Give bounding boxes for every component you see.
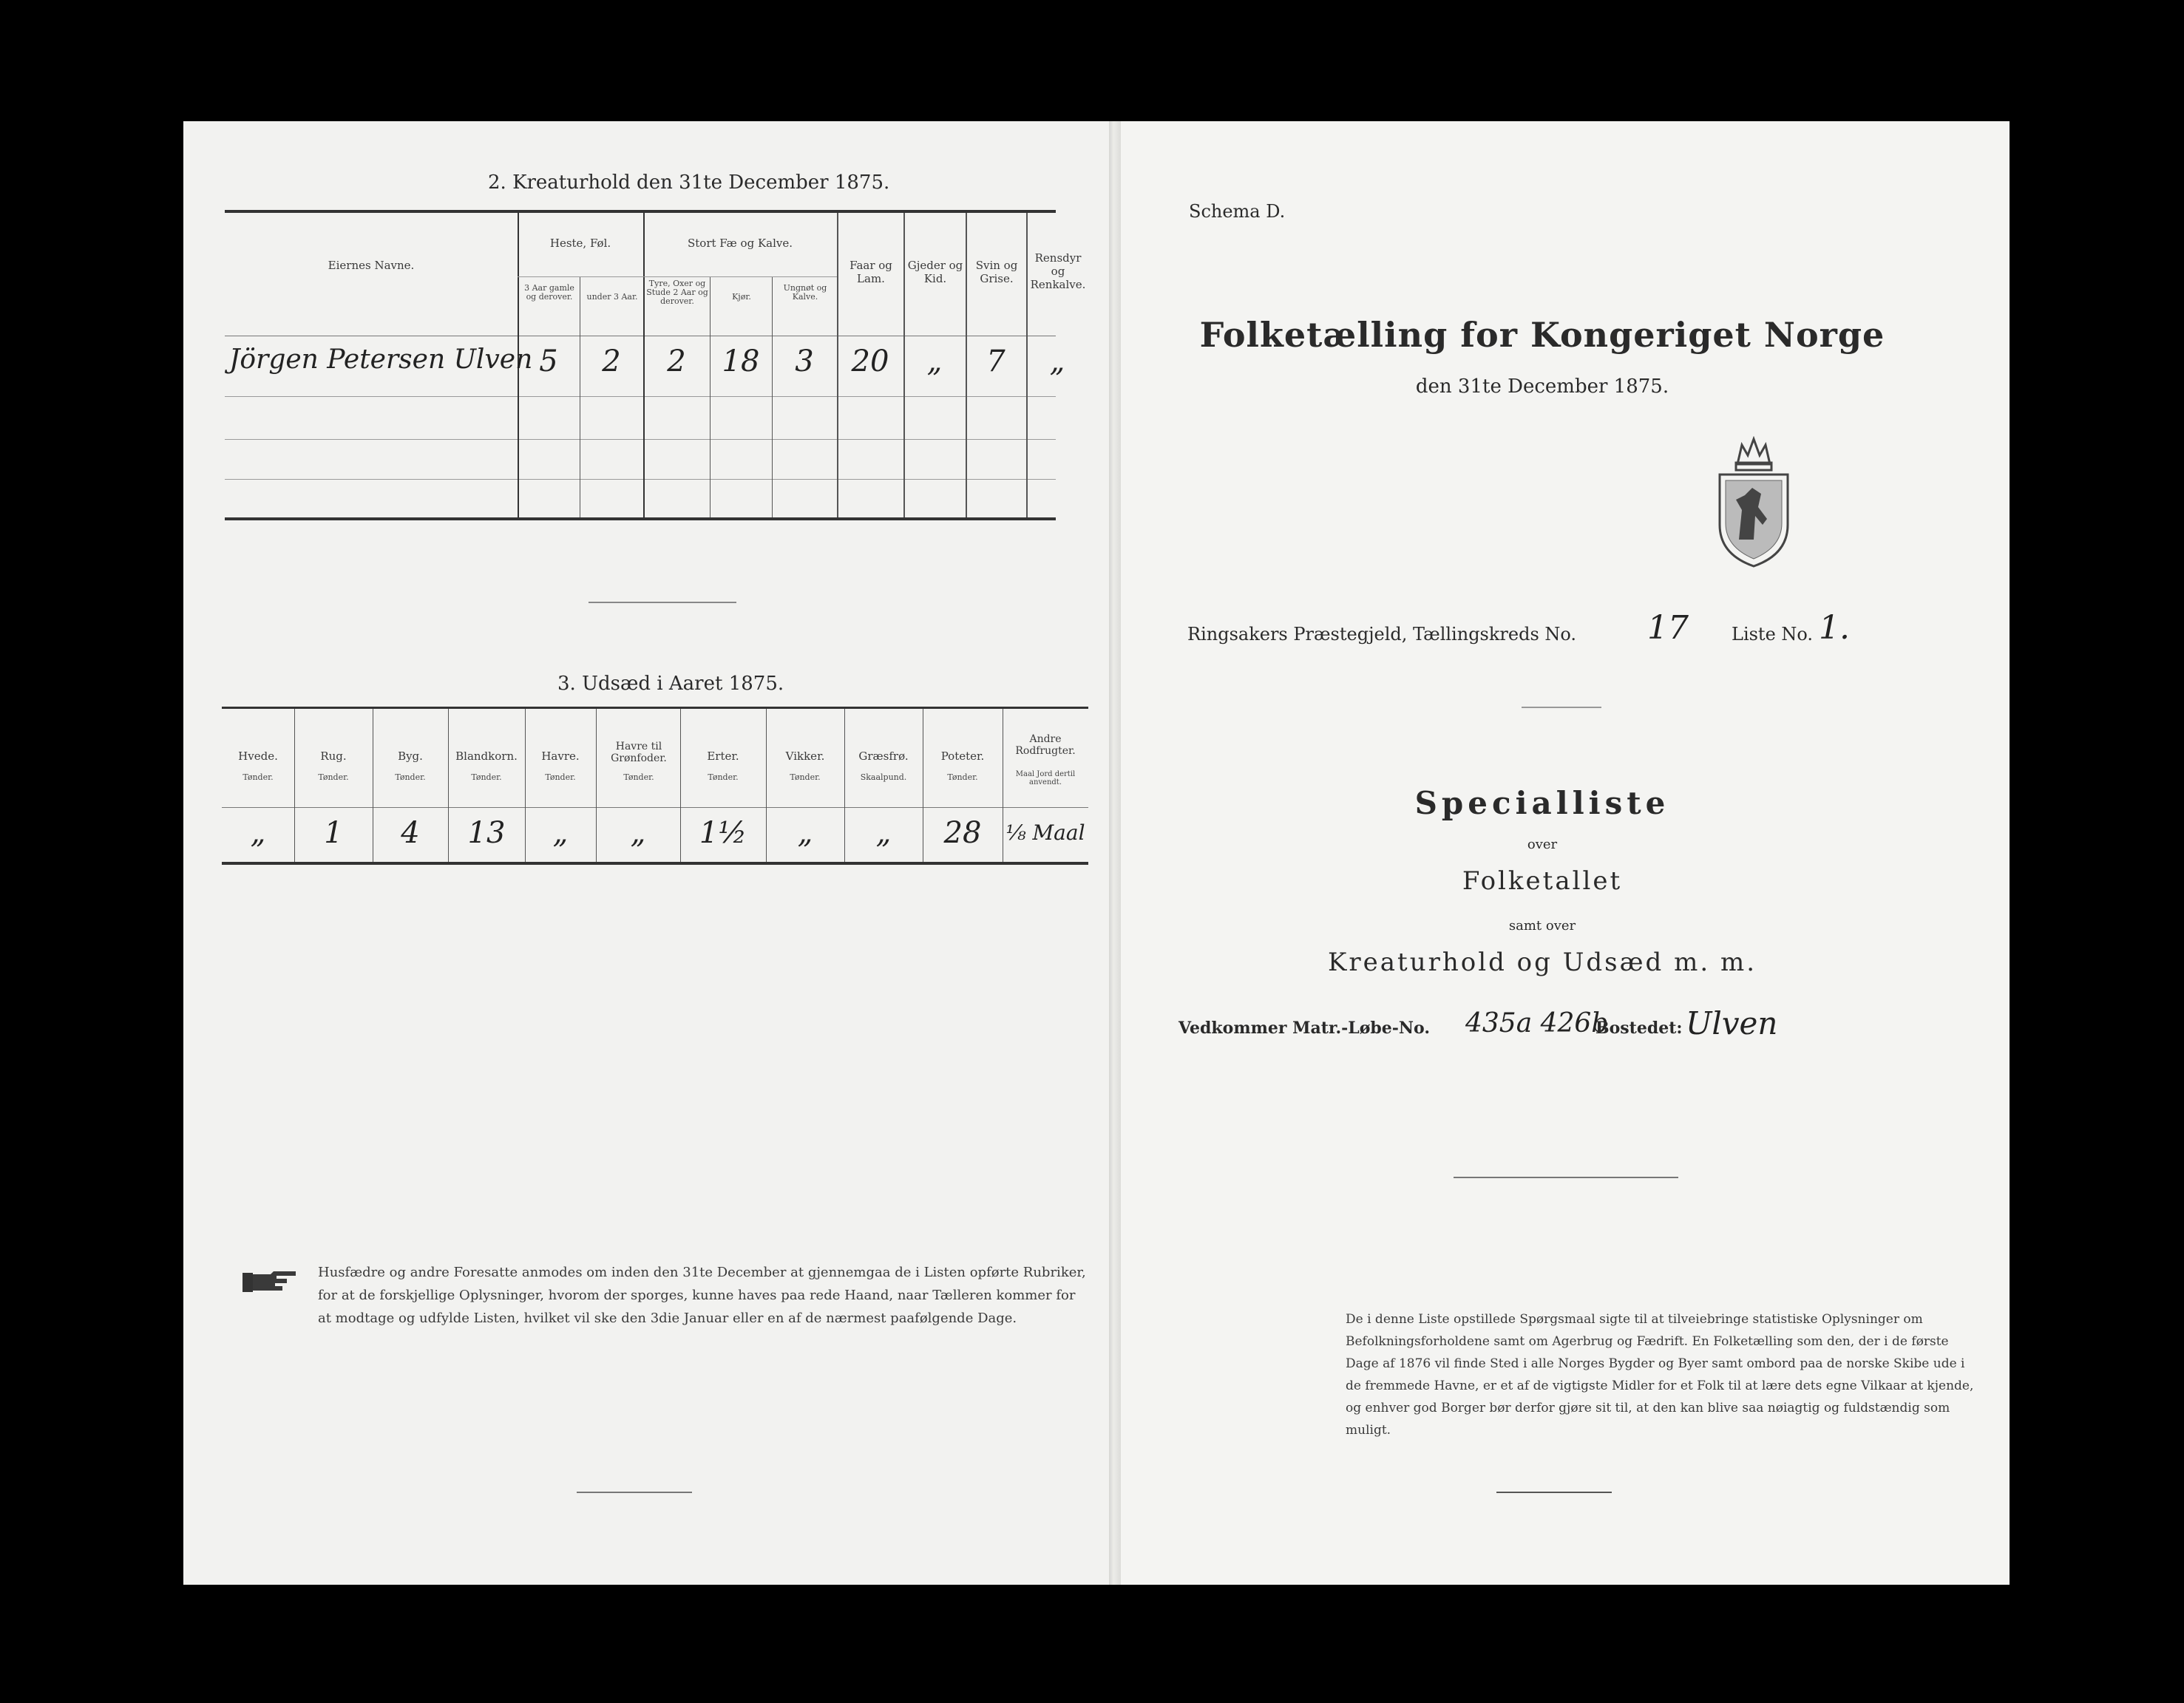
table3-value: 4 [401,816,420,850]
col-hvede: Hvede. [238,749,278,763]
table2-value: 7 [986,344,1005,378]
footer-text: De i denne Liste opstillede Spørgsmaal sigte til at tilveiebringe statistiske Oplysninger om Befolkningsforholdene samt om Agerbrug og Fædrift. En Folketælling som den, der i de første Dage af 1876 vil finde Sted i alle Norges Bygder og Byer samt ombord paa de norske Skibe ude i de fremmede Havne, er et af de vigtigste Midler for et Folk til at lære dets egne Vilkaar at kjende, og enhver god Borger bør derfor gjøre sit til, at den kan blive saa nøiagtig og fuldstændig som muligt. [1346,1312,1974,1438]
table2-value: „ [1049,344,1065,378]
table3-value: „ [250,816,266,850]
header-stort-c: Ungnøt og Kalve. [783,283,827,302]
header-stort-b: Kjør. [732,292,751,302]
header-faar: Faar og Lam. [849,259,892,285]
table2-value: 20 [851,344,889,378]
census-sheet [183,121,2010,1585]
district-label: Ringsakers Præstegjeld, Tællingskreds No. [1187,624,1577,645]
folketallet-text: Folketallet [1462,866,1623,896]
matr-label: Vedkommer Matr.-Løbe-No. [1179,1019,1430,1038]
col-poteter: Poteter. [940,749,985,763]
coat-of-arms-icon [1709,436,1798,568]
table3-value: „ [552,816,569,850]
left-page: 2. Kreaturhold den 31te December 1875. Eiernes Navne. Heste, Føl. 3 Aar gamle og derover. under 3 Aar. Stort Fæ og Kalve. Tyre, Oxer og Stude 2 Aar og derover. Kjør. Ungnøt og Kalve. Faar og Lam. Gjeder og Kid. Svin og Grise. Rensdyr og Renkalve. Jörgen Petersen Ulven 5 2 2 18 3 20 „ 7 „ 3. Udsæd i Aaret 1875. Hvede. Tønder. Rug. Tønder. Byg. Tønder. Blandkorn. Tønder. Havre. Tønder. Havre til Grønfoder. Tønder. Erter. Tønder. Vikker. Tønder. Græsfrø. Skaalpund. Poteter. Tønder. Andre Rodfrugter. Maal Jord dertil anvendt. „ 1 4 13 „ „ 1½ „ „ 28 ⅛ Maal Husfædre og andre Foresatte anmodes om inden den 31te December at gjennemgaa de i Listen opførte Rubriker, for at de forskjellige Oplysninger, hvorom der sporges, kunne haves paa rede Haand, naar Tælleren kommer for at modtage og udfylde Listen, hvilket vil ske den 3die Januar eller en af de nærmest paafølgende Dage. [183,121,1109,1585]
col-rug: Rug. [320,749,347,763]
section3-title: 3. Udsæd i Aaret 1875. [557,673,784,695]
col-havre-gronfoder: Havre til Grønfoder. [611,741,667,764]
samt-over-text: samt over [1508,918,1576,934]
table3-value: 13 [467,816,506,850]
liste-label: Liste No. [1732,624,1814,645]
district-number: 17 [1647,609,1689,647]
header-stortfae: Stort Fæ og Kalve. [687,237,793,250]
header-rensdyr: Rensdyr og Renkalve. [1030,251,1086,291]
divider [1454,1177,1678,1178]
header-heste: Heste, Føl. [549,237,611,250]
table3-value: „ [797,816,813,850]
header-stort-a: Tyre, Oxer og Stude 2 Aar og derover. [646,279,708,307]
divider [577,1492,692,1493]
col-blandkorn: Blandkorn. [455,749,518,763]
specialliste-title: Specialliste [1414,785,1670,821]
table3-bottom-rule [222,862,1088,865]
col-vikker: Vikker. [785,749,825,763]
owner-name: Jörgen Petersen Ulven [229,344,533,375]
col-graesfro: Græsfrø. [858,749,909,763]
right-page [1121,121,2010,1585]
table2-value: 5 [539,344,558,378]
over-text: over [1527,837,1558,852]
main-title: Folketælling for Kongeriget Norge [1199,315,1885,355]
col-erter: Erter. [707,749,739,763]
col-rodfrugter: Andre Rodfrugter. [1015,733,1076,757]
header-heste-a: 3 Aar gamle og derover. [524,283,574,302]
pointing-hand-icon [241,1267,299,1296]
table2-value: 2 [667,344,686,378]
table2-top-rule [225,210,1056,213]
header-gjeder: Gjeder og Kid. [907,259,963,285]
table3-value: 1 [324,816,343,850]
header-owner: Eiernes Navne. [328,259,415,272]
liste-number: 1. [1819,609,1850,647]
divider [589,602,736,603]
bosted-label: Bostedet: [1595,1019,1683,1038]
section2-title: 2. Kreaturhold den 31te December 1875. [488,171,890,194]
table2-value: 18 [722,344,760,378]
header-heste-b: under 3 Aar. [586,292,638,302]
col-havre: Havre. [541,749,580,763]
table2-value: „ [926,344,943,378]
table3-value: 28 [943,816,982,850]
notice-text: Husfædre og andre Foresatte anmodes om inden den 31te December at gjennemgaa de i Listen opførte Rubriker, for at de forskjellige Oplysninger, hvorom der sporges, kunne haves paa rede Haand, naar Tælleren kommer for at modtage og udfylde Listen, hvilket vil ske den 3die Januar eller en af de nærmest paafølgende Dage. [318,1265,1086,1326]
table2-bottom-rule [225,517,1056,520]
table3-value: ⅛ Maal [1005,820,1085,845]
col-byg: Byg. [398,749,423,763]
table3-value: „ [630,816,646,850]
date-line: den 31te December 1875. [1415,375,1669,398]
table3-top-rule [222,707,1088,709]
schema-label: Schema D. [1189,201,1286,222]
divider [1496,1492,1612,1493]
table3-value: 1½ [699,816,747,850]
table3-value: „ [875,816,892,850]
table2-value: 2 [602,344,621,378]
kreaturhold-text: Kreaturhold og Udsæd m. m. [1327,948,1757,977]
matr-number: 435a 426b [1465,1008,1609,1039]
page-fold [1109,121,1121,1585]
divider [1522,707,1601,708]
table2-value: 3 [795,344,814,378]
bosted-name: Ulven [1686,1005,1778,1041]
header-svin: Svin og Grise. [975,259,1018,285]
